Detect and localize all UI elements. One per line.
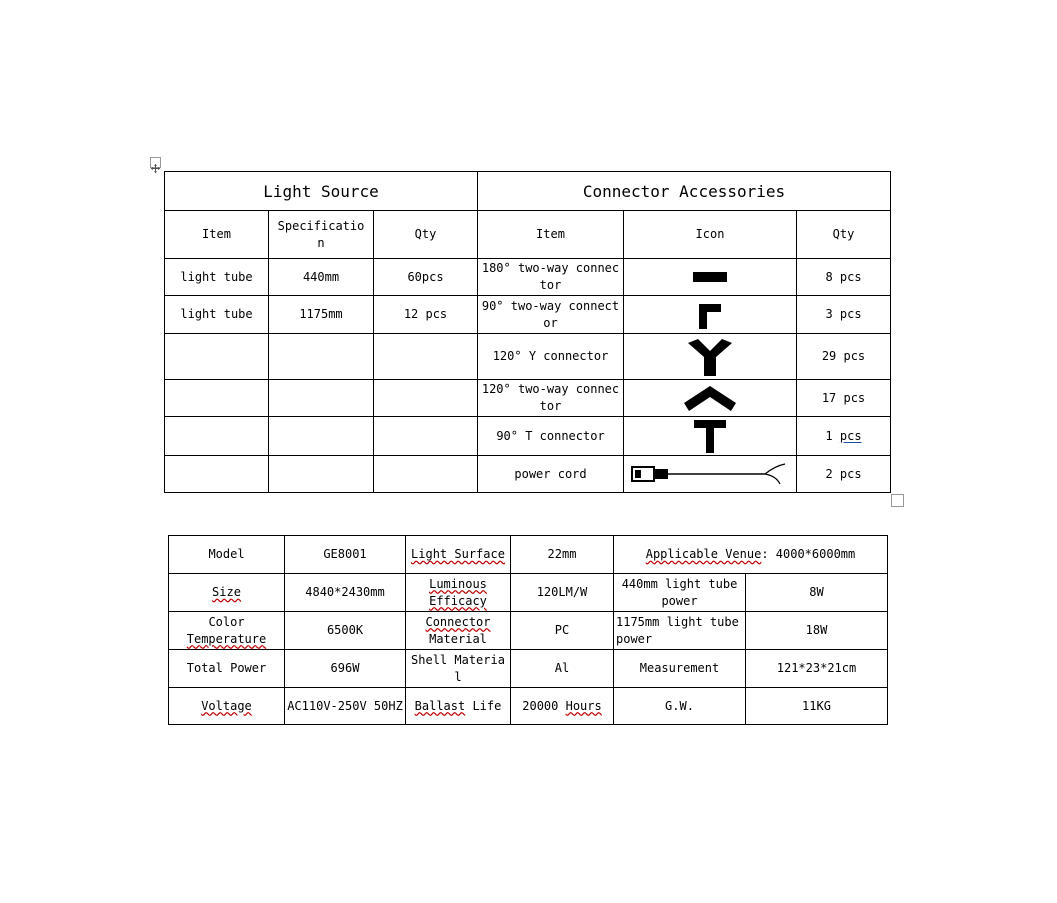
size-value: 4840*2430mm: [285, 574, 406, 612]
table-row: [165, 417, 891, 456]
gw-value: 11KG: [746, 688, 888, 725]
light-source-qty: [374, 380, 478, 417]
light-surface-label: Light Surface: [406, 536, 511, 574]
table-row: [169, 574, 888, 612]
light-source-qty: [374, 334, 478, 380]
size-label: Size: [169, 574, 285, 612]
light-source-qty: [374, 417, 478, 456]
light-source-spec: 440mm: [269, 259, 374, 296]
straight-connector-icon: [692, 270, 728, 284]
connector-qty: 2 pcs: [797, 456, 891, 493]
y-connector-icon: [686, 337, 734, 377]
table-row: [165, 380, 891, 417]
table-row: [165, 296, 891, 334]
connector-accessories-title: Connector Accessories: [478, 172, 891, 211]
model-label: Model: [169, 536, 285, 574]
power-cord-icon: [630, 462, 790, 486]
total-power-value: 696W: [285, 650, 406, 688]
light-source-spec: [269, 417, 374, 456]
connector-item: 120° Y connector: [478, 334, 624, 380]
shell-material-label: Shell Material: [406, 650, 511, 688]
connector-qty: 3 pcs: [797, 296, 891, 334]
connector-qty: 8 pcs: [797, 259, 891, 296]
col-header-icon: Icon: [624, 211, 797, 259]
connector-icon-cell: [624, 417, 797, 456]
angle-connector-icon: [682, 383, 738, 413]
ballast-life-label: Ballast Life: [406, 688, 511, 725]
light-source-spec: [269, 380, 374, 417]
shell-material-value: Al: [511, 650, 614, 688]
table-resize-handle[interactable]: [891, 494, 904, 507]
col-header-qty: Qty: [374, 211, 478, 259]
elbow-connector-icon: [697, 300, 723, 330]
col-header-qty: Qty: [797, 211, 891, 259]
light-source-item: [165, 417, 269, 456]
light-source-title: Light Source: [165, 172, 478, 211]
table-row: [169, 536, 888, 574]
venue-cell: Applicable Venue: 4000*6000mm: [614, 536, 888, 574]
col-header-specification: Specificatio n: [269, 211, 374, 259]
measurement-value: 121*23*21cm: [746, 650, 888, 688]
light-source-qty: [374, 456, 478, 493]
connector-icon-cell: [624, 259, 797, 296]
light-source-item: light tube: [165, 296, 269, 334]
connector-item: 180° two-way connector: [478, 259, 624, 296]
light-source-spec: [269, 334, 374, 380]
model-value: GE8001: [285, 536, 406, 574]
t-connector-icon: [693, 418, 727, 454]
light-surface-value: 22mm: [511, 536, 614, 574]
connector-material-value: PC: [511, 612, 614, 650]
table-row: [169, 650, 888, 688]
color-temperature-label: Color Temperature: [169, 612, 285, 650]
table-row: [165, 456, 891, 493]
connector-item: 90° two-way connector: [478, 296, 624, 334]
tube1175-power-value: 18W: [746, 612, 888, 650]
efficacy-value: 120LM/W: [511, 574, 614, 612]
tube1175-power-label: 1175mm light tube power: [614, 612, 746, 650]
gw-label: G.W.: [614, 688, 746, 725]
tube440-power-label: 440mm light tube power: [614, 574, 746, 612]
table-move-handle[interactable]: [150, 157, 161, 168]
total-power-label: Total Power: [169, 650, 285, 688]
color-temperature-value: 6500K: [285, 612, 406, 650]
table-row: [169, 688, 888, 725]
connector-icon-cell: [624, 456, 797, 493]
table-row: [165, 334, 891, 380]
connector-icon-cell: [624, 380, 797, 417]
connector-item: 90° T connector: [478, 417, 624, 456]
ballast-life-value: 20000 Hours: [511, 688, 614, 725]
product-spec-table: [168, 535, 888, 725]
light-source-item: [165, 456, 269, 493]
connector-item: power cord: [478, 456, 624, 493]
table-row: [169, 612, 888, 650]
table-row: [165, 259, 891, 296]
connector-icon-cell: [624, 334, 797, 380]
connector-qty: 29 pcs: [797, 334, 891, 380]
col-header-item: Item: [165, 211, 269, 259]
connector-qty: 17 pcs: [797, 380, 891, 417]
efficacy-label: Luminous Efficacy: [406, 574, 511, 612]
move-arrows-icon: [151, 164, 160, 173]
tube440-power-value: 8W: [746, 574, 888, 612]
voltage-label: Voltage: [169, 688, 285, 725]
light-source-connector-table: [164, 171, 891, 493]
voltage-value: AC110V-250V 50HZ: [285, 688, 406, 725]
light-source-spec: 1175mm: [269, 296, 374, 334]
connector-item: 120° two-way connector: [478, 380, 624, 417]
connector-icon-cell: [624, 296, 797, 334]
light-source-item: [165, 380, 269, 417]
light-source-item: [165, 334, 269, 380]
light-source-spec: [269, 456, 374, 493]
col-header-item: Item: [478, 211, 624, 259]
connector-qty: 1 pcs: [797, 417, 891, 456]
connector-material-label: Connector Material: [406, 612, 511, 650]
light-source-item: light tube: [165, 259, 269, 296]
measurement-label: Measurement: [614, 650, 746, 688]
light-source-qty: 60pcs: [374, 259, 478, 296]
light-source-qty: 12 pcs: [374, 296, 478, 334]
